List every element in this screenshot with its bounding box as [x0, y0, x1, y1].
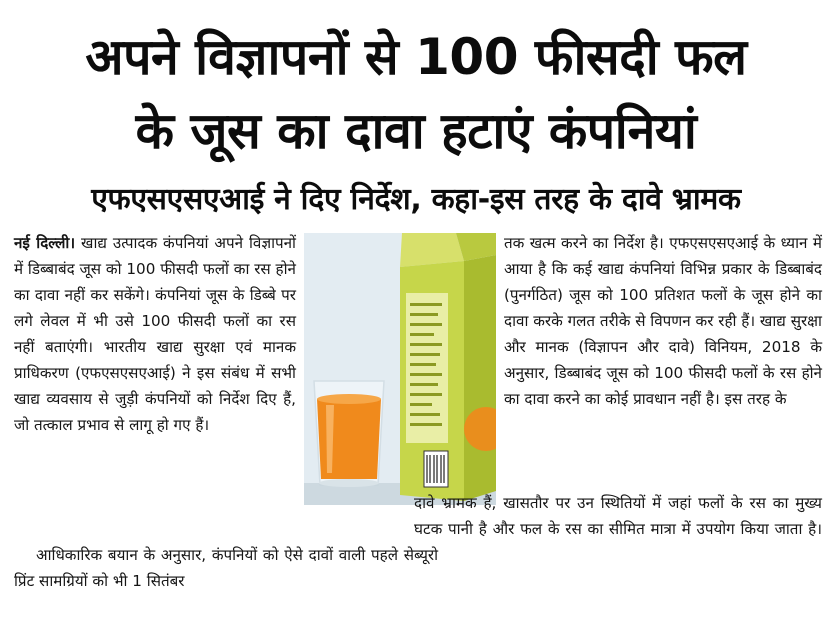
article-paragraph-2-continued: तक खत्म करने का निर्देश है। एफएसएसएआई के ध्यान में आया है कि कई खाद्य कंपनियां विभिन्न प्रकार के डिब्बाबंद (पुनर्गठित) जूस को 100 प्रतिशत फलों के जूस होने का दावा करके गलत तरीके से विपणन कर रही हैं। खाद्य सुरक्षा और मानक (विज्ञापन और दावे) विनियम, 2018 के अनुसार, डिब्बाबंद जूस को 100 फीसदी फलों के रस होने का दावा करने का कोई प्रावधान नहीं है। इस तरह के [504, 234, 822, 408]
byline: ब्यूरो [414, 546, 439, 564]
subheadline: एफएसएसएआई ने दिए निर्देश, कहा-इस तरह के दावे भ्रामक [91, 182, 741, 217]
article-column-right-bottom [414, 490, 822, 568]
article-paragraph-1 [14, 230, 296, 438]
headline-line-1: अपने विज्ञापनों से 100 फीसदी फल [85, 28, 747, 86]
paragraph-end-text: दावे भ्रामक हैं, खासतौर पर उन स्थितियों में जहां फलों के रस का मुख्य घटक पानी है और फल के रस का सीमित मात्रा में उपयोग किया जाता है। [414, 494, 822, 538]
juice-photo [304, 233, 496, 505]
juice-carton [400, 233, 496, 501]
juice-glass [314, 381, 384, 487]
headline-line-2: के जूस का दावा हटाएं कंपनियां [135, 102, 697, 160]
dateline: नई दिल्ली। [14, 234, 76, 252]
article-column-left-bottom [14, 542, 414, 594]
article-column-right [504, 230, 822, 412]
article-paragraph-2: आधिकारिक बयान के अनुसार, कंपनियों को ऐसे दावों वाली पहले से प्रिंट सामग्रियों को भी 1 सितंबर [14, 546, 414, 590]
juice-photo-illustration [304, 233, 496, 505]
article-column-left [14, 230, 296, 438]
paragraph-1-text: खाद्य उत्पादक कंपनियां अपने विज्ञापनों में डिब्बाबंद जूस को 100 फीसदी फलों का रस होने का दावा नहीं कर सकेंगे। कंपनियां जूस के डिब्बे पर लगे लेवल में भी उसे 100 फीसदी फलों का रस नहीं बताएंगी। भारतीय खाद्य सुरक्षा एवं मानक प्राधिकरण (एफएसएसएआई) ने इस संबंध में सभी खाद्य व्यवसाय से जुड़ी कंपनियों को निर्देश दिए हैं, जो तत्काल प्रभाव से लागू हो गए हैं। [14, 234, 296, 434]
article-paragraph-2-end [414, 490, 822, 568]
